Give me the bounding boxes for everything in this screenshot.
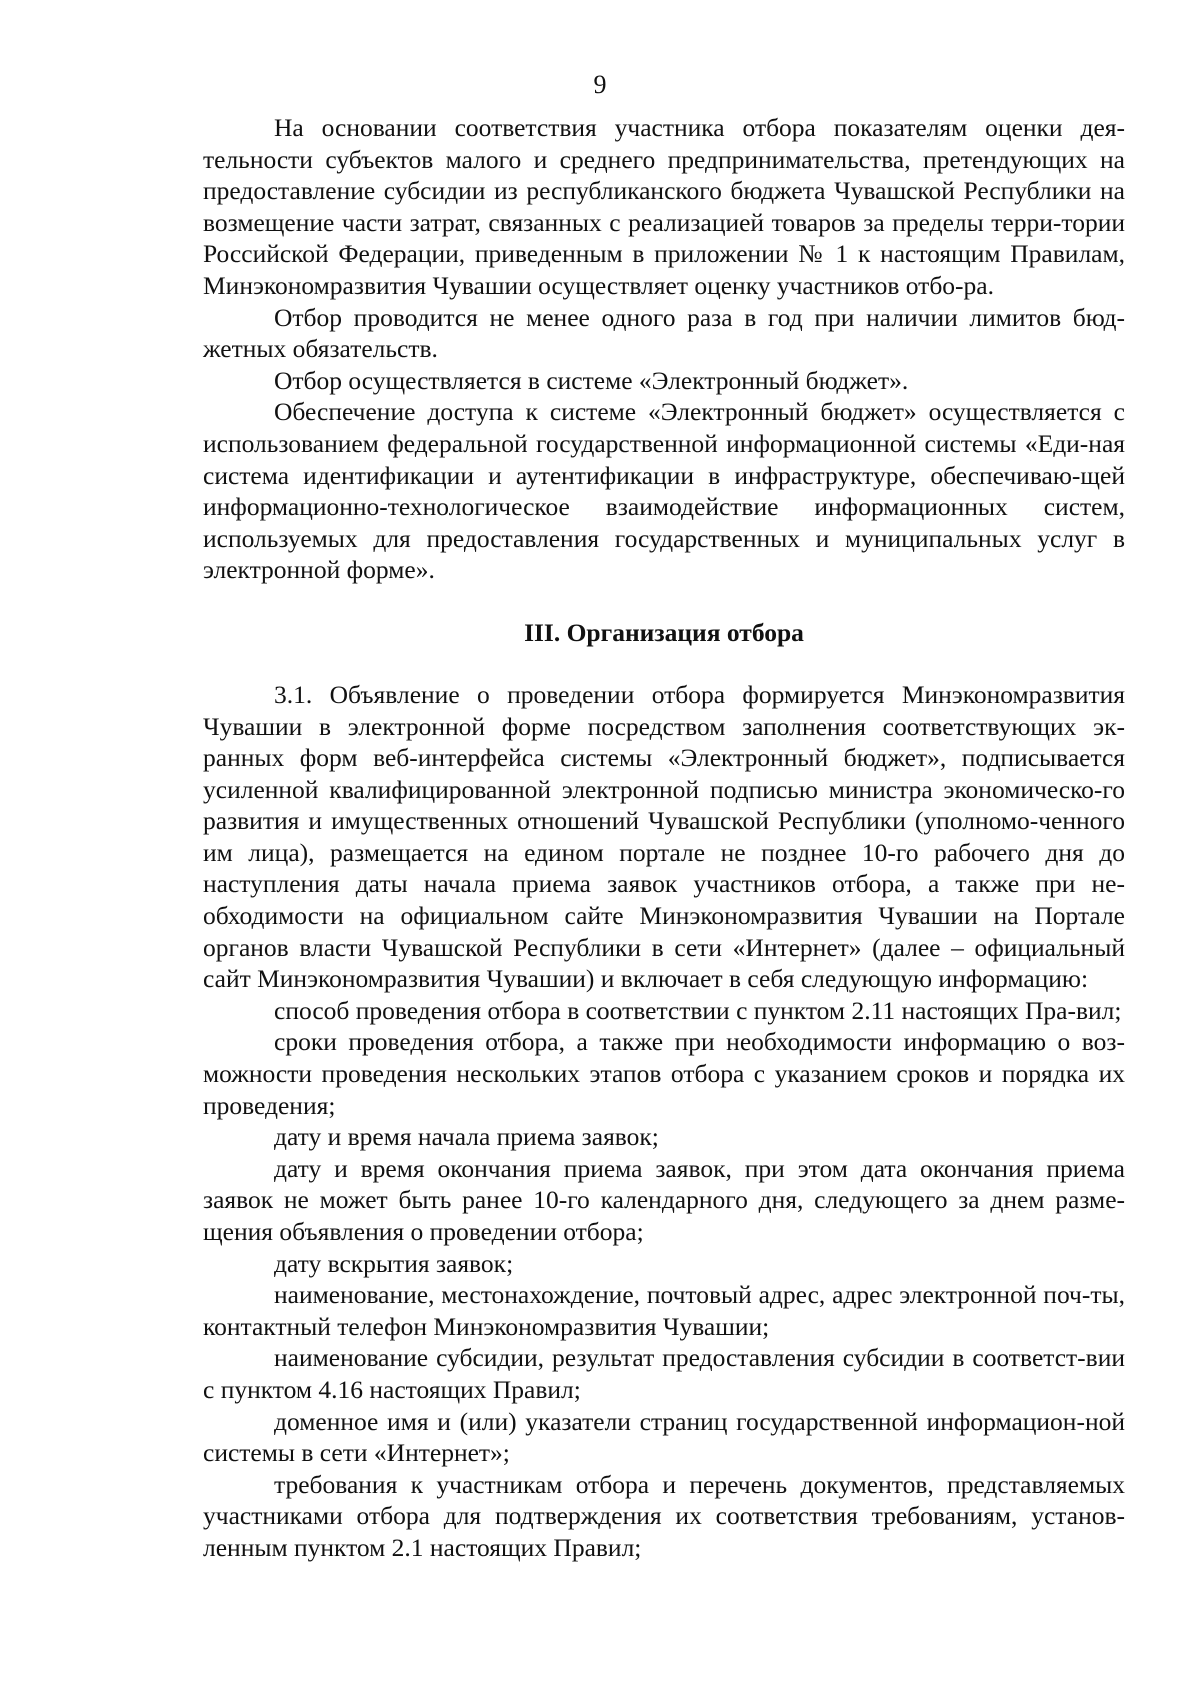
- paragraph: Отбор проводится не менее одного раза в год при наличии лимитов бюд-жетных обязательств.: [203, 302, 1125, 364]
- list-item: дату и время начала приема заявок;: [274, 1122, 659, 1152]
- list-item: дату вскрытия заявок;: [274, 1248, 514, 1278]
- list-item: требования к участникам отбора и перечень документов, представляемых участниками отбора для подтверждения их соответствия требованиям, установ-ленным пунктом 2.1 настоящих Правил;: [203, 1469, 1125, 1562]
- paragraph: Отбор осуществляется в системе «Электронный бюджет».: [274, 365, 909, 395]
- list-item: способ проведения отбора в соответствии с пунктом 2.11 настоящих Пра-вил;: [274, 995, 1122, 1025]
- list-item: доменное имя и (или) указатели страниц государственной информацион-ной системы в сети «Интернет»;: [203, 1406, 1125, 1468]
- page-number: 9: [593, 70, 607, 99]
- list-item: сроки проведения отбора, а также при необходимости информацию о воз-можности проведения нескольких этапов отбора с указанием сроков и порядка их проведения;: [203, 1027, 1125, 1120]
- document-body: [203, 112, 1125, 1564]
- list-item: наименование субсидии, результат предоставления субсидии в соответст-вии с пунктом 4.16 настоящих Правил;: [203, 1343, 1125, 1404]
- paragraph: 3.1. Объявление о проведении отбора формируется Минэкономразвития Чувашии в электронной форме посредством заполнения соответствующих эк-ранных форм веб-интерфейса системы «Электронный бюджет», подписывается усиленной квалифицированной электронной подписью министра экономическо-го развития и имущественных отношений Чувашской Республики (уполномо-ченного им лица), размещается на едином портале не позднее 10-го рабочего дня до наступления даты начала приема заявок участников отбора, а также при не-обходимости на официальном сайте Минэкономразвития Чувашии на Портале органов власти Чувашской Республики в сети «Интернет» (далее – официальный сайт Минэкономразвития Чувашии) и включает в себя следующую информацию:: [203, 679, 1125, 994]
- list-item: дату и время окончания приема заявок, при этом дата окончания приема заявок не может быть ранее 10-го календарного дня, следующего за днем разме-щения объявления о проведении отбора;: [203, 1153, 1125, 1246]
- section-heading: III. Организация отбора: [524, 617, 804, 647]
- list-item: наименование, местонахождение, почтовый адрес, адрес электронной поч-ты, контактный телефон Минэкономразвития Чувашии;: [203, 1280, 1125, 1341]
- paragraph: Обеспечение доступа к системе «Электронный бюджет» осуществляется с использованием федеральной государственной информационной системы «Еди-ная система идентификации и аутентификации в инфраструктуре, обеспечиваю-щей информационно-технологическое взаимодействие информационных систем, используемых для предоставления государственных и муниципальных услуг в электронной форме».: [203, 397, 1125, 585]
- paragraph: На основании соответствия участника отбора показателям оценки дея-тельности субъектов малого и среднего предпринимательства, претендующих на предоставление субсидии из республиканского бюджета Чувашской Республики на возмещение части затрат, связанных с реализацией товаров за пределы терри-тории Российской Федерации, приведенным в приложении № 1 к настоящим Правилам, Минэкономразвития Чувашии осуществляет оценку участников отбо-ра.: [203, 113, 1125, 300]
